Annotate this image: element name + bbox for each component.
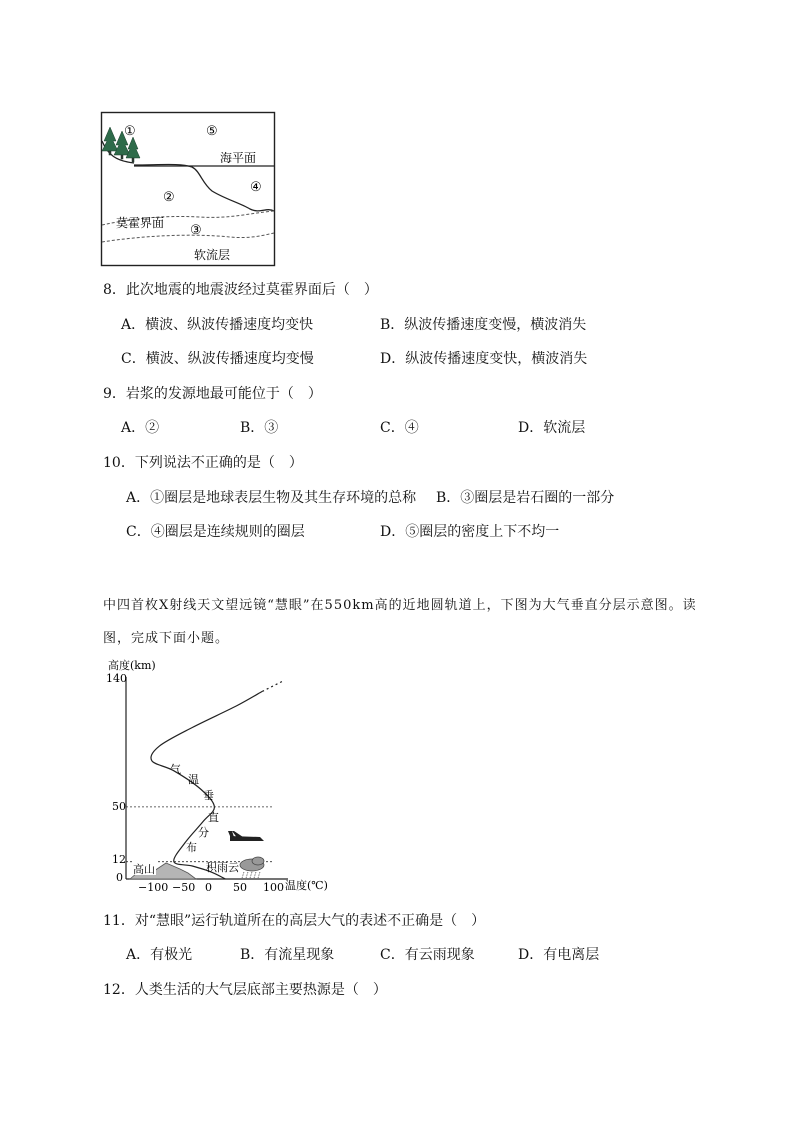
question-9-option-c: C．④ [380,420,419,436]
y-tick-50: 50 [112,800,126,813]
cloud-icon [240,857,264,878]
question-8-option-a: A．横波、纵波传播速度均变快 [121,317,314,333]
question-11-stem: 11．对“慧眼”运行轨道所在的高层大气的表述不正确是（ ） [103,913,486,929]
intro-line-2: 图，完成下面小题。 [103,631,230,646]
curve-char-3: 垂 [203,789,214,802]
label-asthenosphere: 软流层 [194,248,231,262]
curve-char-6: 布 [186,841,197,854]
question-10-option-d: D．⑤圈层的密度上下不均一 [380,524,560,540]
mountain-label: 高山 [133,863,155,876]
airplane-icon [228,831,264,841]
y-axis-label: 高度(km) [108,659,156,672]
label-moho: 莫霍界面 [116,216,165,230]
curve-char-1: 气 [170,763,181,776]
curve-char-2: 温 [188,773,199,786]
x-axis-label: 温度(℃) [285,879,328,892]
question-10-option-b: B．③圈层是岩石圈的一部分 [436,490,615,506]
question-12-stem: 12．人类生活的大气层底部主要热源是（ ） [103,982,387,998]
x-tick-50: 50 [233,881,247,894]
x-tick-minus-100: −100 [138,881,169,894]
question-11-option-a: A．有极光 [126,947,193,963]
question-11-option-c: C．有云雨现象 [380,947,475,963]
question-8-option-b: B．纵波传播速度变慢，横波消失 [380,317,587,333]
label-circle-2: ② [163,190,175,205]
question-9-option-b: B．③ [240,420,279,436]
question-11-option-b: B．有流星现象 [240,947,335,963]
x-tick-0: 0 [205,881,212,894]
question-8-option-c: C．横波、纵波传播速度均变慢 [121,351,314,367]
y-tick-0: 0 [116,871,123,884]
label-circle-4: ④ [250,180,262,195]
question-10-stem: 10．下列说法不正确的是（ ） [103,455,303,471]
curve-char-4: 直 [208,811,219,824]
label-sea-level: 海平面 [220,151,257,165]
question-11-option-d: D．有电离层 [518,947,600,963]
earth-layers-figure [100,111,278,269]
atmosphere-chart [100,655,340,895]
temperature-curve-extension [262,681,282,691]
x-tick-minus-50: −50 [172,881,196,894]
question-10-option-c: C．④圈层是连续规则的圈层 [126,524,305,540]
label-circle-5: ⑤ [206,124,218,139]
question-9-option-d: D．软流层 [518,420,586,436]
intro-line-1: 中四首枚X射线天文望远镜“慧眼”在550km高的近地圆轨道上，下图为大气垂直分层示意图。读 [103,598,697,613]
x-tick-100: 100 [263,881,284,894]
question-8-option-d: D．纵波传播速度变快，横波消失 [380,351,588,367]
cloud-label: 积雨云 [206,861,239,874]
y-tick-12: 12 [112,853,126,866]
temperature-curve [151,691,262,879]
y-tick-140: 140 [106,672,127,685]
label-circle-3: ③ [190,223,202,238]
question-9-option-a: A．② [121,420,160,436]
question-9-stem: 9．岩浆的发源地最可能位于（ ） [103,386,322,402]
question-8-stem: 8．此次地震的地震波经过莫霍界面后（ ） [103,282,378,298]
question-10-option-a: A．①圈层是地球表层生物及其生存环境的总称 [126,490,417,506]
curve-char-5: 分 [198,826,209,839]
label-circle-1: ① [124,124,136,139]
